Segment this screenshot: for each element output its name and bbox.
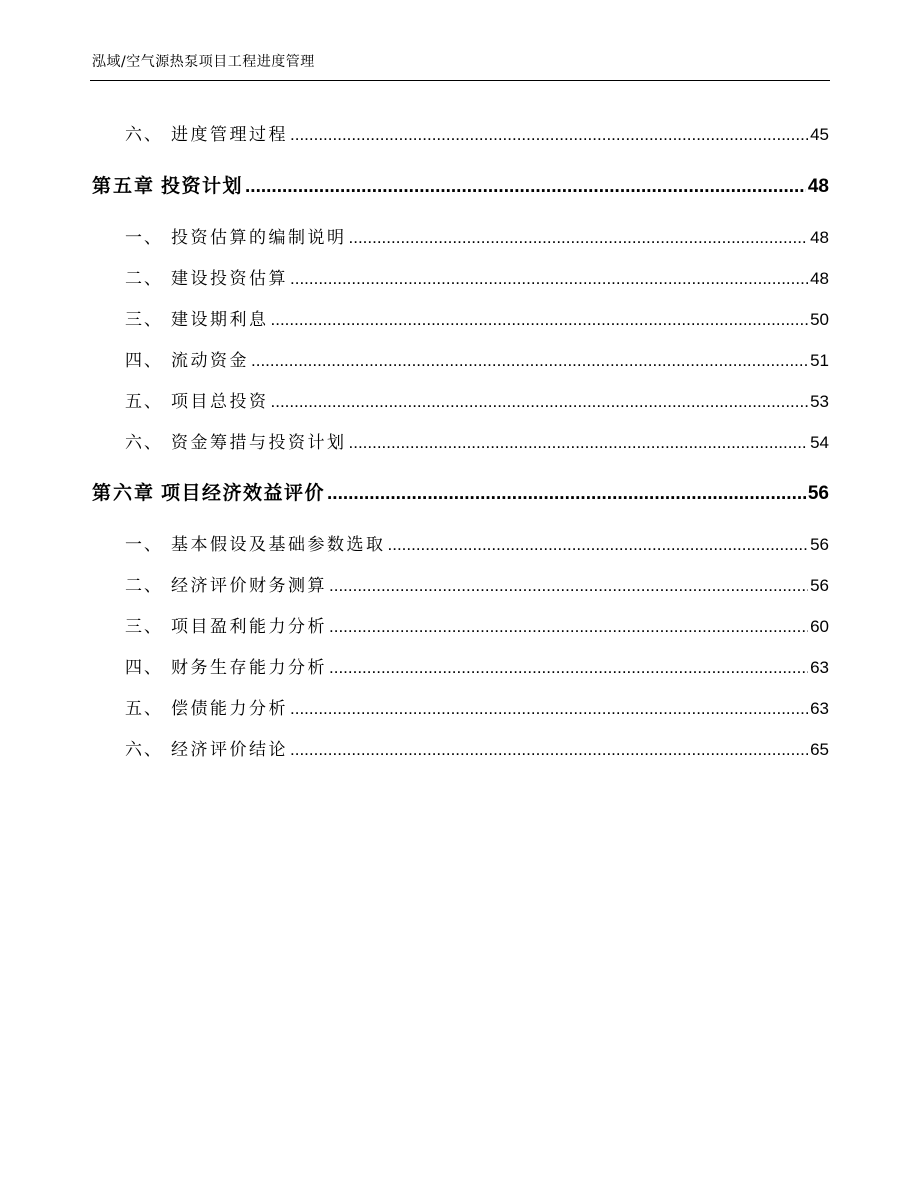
- toc-entry[interactable]: [92, 227, 829, 249]
- toc-entry-title: 基本假设及基础参数选取: [171, 535, 386, 555]
- toc-dot-leader: [271, 309, 809, 331]
- toc-dot-leader: [327, 482, 806, 506]
- toc-entry-page: 63: [810, 699, 829, 718]
- toc-entry[interactable]: [92, 124, 829, 146]
- toc-entry-number: 六、: [125, 433, 163, 453]
- toc-entry-page: 56: [810, 535, 829, 554]
- toc-entry-title: 经济评价结论: [171, 740, 288, 760]
- toc-entry-title: 财务生存能力分析: [171, 658, 327, 678]
- toc-entry-title: 进度管理过程: [171, 125, 288, 145]
- toc-entry-number: 三、: [125, 310, 163, 330]
- toc-entry-number: 四、: [125, 658, 163, 678]
- toc-dot-leader: [349, 227, 809, 249]
- toc-entry-title: 经济评价财务测算: [171, 576, 327, 596]
- toc-entry-title: 资金筹措与投资计划: [171, 433, 347, 453]
- toc-dot-leader: [271, 391, 809, 413]
- toc-entry-title: 建设期利息: [171, 310, 269, 330]
- toc-entry-page: 56: [810, 576, 829, 595]
- toc-entry-number: 五、: [125, 699, 163, 719]
- toc-entry[interactable]: [92, 534, 829, 556]
- toc-dot-leader: [290, 698, 808, 720]
- toc-dot-leader: [349, 432, 809, 454]
- toc-entry[interactable]: [92, 391, 829, 413]
- toc-dot-leader: [245, 175, 806, 199]
- toc-entry-page: 50: [810, 310, 829, 329]
- toc-entry-number: 一、: [125, 535, 163, 555]
- toc-entry-number: 六、: [125, 740, 163, 760]
- toc-dot-leader: [290, 268, 808, 290]
- toc-dot-leader: [290, 124, 808, 146]
- toc-entry[interactable]: [92, 268, 829, 290]
- toc-chapter-title: 投资计划: [161, 175, 244, 197]
- toc-entry-page: 54: [810, 433, 829, 452]
- toc-dot-leader: [329, 657, 808, 679]
- toc-entry[interactable]: [92, 657, 829, 679]
- toc-chapter-page: 56: [807, 483, 829, 504]
- toc-chapter-number: 第六章: [92, 482, 156, 504]
- toc-dot-leader: [329, 575, 808, 597]
- toc-chapter-number: 第五章: [92, 175, 156, 197]
- toc-entry-number: 三、: [125, 617, 163, 637]
- toc-entry-page: 45: [810, 125, 829, 144]
- toc-entry-number: 四、: [125, 351, 163, 371]
- toc-chapter[interactable]: [92, 174, 829, 198]
- toc-entry-page: 48: [810, 228, 829, 247]
- toc-entry-title: 偿债能力分析: [171, 699, 288, 719]
- toc-entry[interactable]: [92, 698, 829, 720]
- toc-entry-title: 流动资金: [171, 351, 249, 371]
- toc-chapter[interactable]: [92, 481, 829, 505]
- toc-entry-page: 53: [810, 392, 829, 411]
- toc-entry-page: 65: [810, 740, 829, 759]
- toc-entry-page: 63: [810, 658, 829, 677]
- toc-entry-number: 五、: [125, 392, 163, 412]
- toc-entry-title: 投资估算的编制说明: [171, 228, 347, 248]
- toc-dot-leader: [251, 350, 808, 372]
- toc-entry[interactable]: [92, 432, 829, 454]
- toc-entry-page: 51: [810, 351, 829, 370]
- toc-entry-number: 二、: [125, 269, 163, 289]
- toc-entry[interactable]: [92, 350, 829, 372]
- toc-entry[interactable]: [92, 575, 829, 597]
- toc-dot-leader: [329, 616, 808, 638]
- toc-chapter-page: 48: [807, 176, 829, 197]
- toc-entry-number: 一、: [125, 228, 163, 248]
- toc-entry-title: 建设投资估算: [171, 269, 288, 289]
- toc-dot-leader: [388, 534, 809, 556]
- toc-entry[interactable]: [92, 616, 829, 638]
- toc-chapter-title: 项目经济效益评价: [161, 482, 326, 504]
- toc-entry-number: 二、: [125, 576, 163, 596]
- header-rule: [90, 80, 830, 81]
- toc-entry-page: 60: [810, 617, 829, 636]
- toc-entry-title: 项目盈利能力分析: [171, 617, 327, 637]
- toc-entry-title: 项目总投资: [171, 392, 269, 412]
- page-header: 泓域/空气源热泵项目工程进度管理: [92, 54, 315, 70]
- toc-entry-page: 48: [810, 269, 829, 288]
- toc-dot-leader: [290, 739, 808, 761]
- toc-entry[interactable]: [92, 309, 829, 331]
- toc-entry[interactable]: [92, 739, 829, 761]
- toc-entry-number: 六、: [125, 125, 163, 145]
